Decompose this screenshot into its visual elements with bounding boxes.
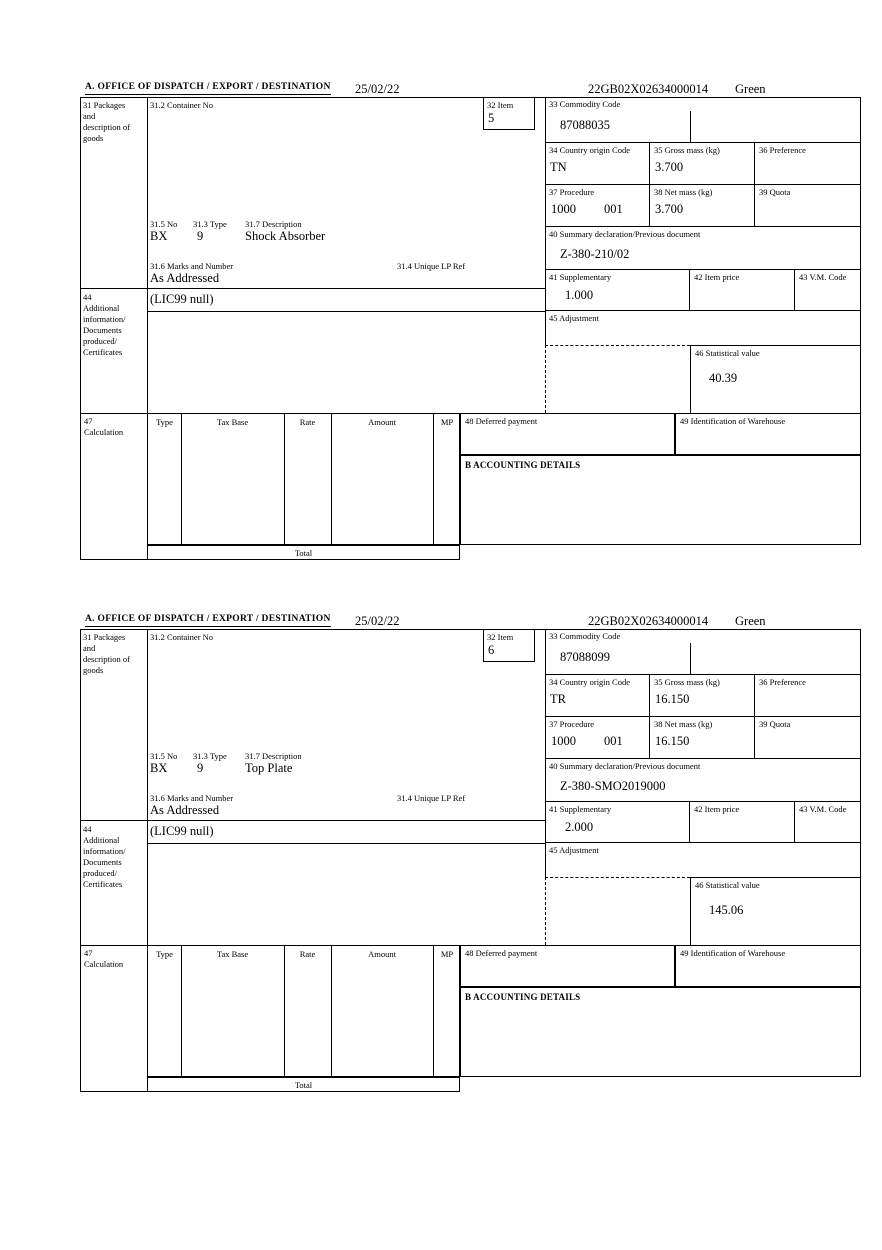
box36-preference <box>755 143 861 185</box>
tax-col-divider-line <box>331 414 332 544</box>
tax-col-divider-line <box>284 414 285 544</box>
box31-packages-label: 31 Packages and description of goods <box>83 632 130 676</box>
gross-mass-value: 3.700 <box>655 160 684 174</box>
box317-description-label: 31.7 Description <box>245 219 302 229</box>
box42-item-price <box>690 270 795 311</box>
package-kind-value: BX <box>150 229 168 243</box>
declaration-reference: 22GB02X02634000014 <box>588 614 709 628</box>
box45-label: 45 Adjustment <box>549 845 599 855</box>
net-mass-value: 16.150 <box>655 734 690 748</box>
tax-total-row: Total <box>147 545 460 560</box>
box43-label: 43 V.M. Code <box>799 804 847 814</box>
previous-document-value: Z-380-210/02 <box>560 247 630 261</box>
tax-col-divider-line <box>181 414 182 544</box>
procedure-code2-value: 001 <box>604 734 623 748</box>
box46-dashed-vertical-line <box>545 345 546 413</box>
box42-label: 42 Item price <box>694 272 740 282</box>
box45-adjustment <box>545 843 861 877</box>
net-mass-value: 3.700 <box>655 202 684 216</box>
box46-dashed-vertical-line <box>545 877 546 945</box>
box36-label: 36 Preference <box>759 677 806 687</box>
tax-col-rate-header: Rate <box>299 417 316 427</box>
box35-gross-mass <box>650 143 755 185</box>
box49-label: 49 Identification of Warehouse <box>680 948 786 958</box>
box45-adjustment <box>545 311 861 345</box>
declaration-item-section <box>80 82 861 561</box>
box40-label: 40 Summary declaration/Previous document <box>549 229 701 239</box>
box40-previous-document <box>545 227 861 270</box>
box46-dashed-horizontal-line <box>545 877 690 878</box>
marks-value: As Addressed <box>150 803 220 817</box>
box315-no-label: 31.5 No <box>150 219 178 229</box>
box39-quota <box>755 185 861 227</box>
box35-gross-mass <box>650 675 755 717</box>
box47-label: Calculation <box>84 427 124 437</box>
tax-col-amount-header: Amount <box>368 417 396 427</box>
commodity-code-value: 87088035 <box>560 118 610 132</box>
additional-info-value: (LIC99 null) <box>150 292 214 306</box>
box37-label: 37 Procedure <box>549 187 595 197</box>
box49-warehouse <box>675 945 861 987</box>
box32-item <box>483 97 535 130</box>
routing-status: Green <box>735 82 766 96</box>
package-type-value: 9 <box>197 229 204 243</box>
box37-label: 37 Procedure <box>549 719 595 729</box>
office-of-dispatch-label: A. OFFICE OF DISPATCH / EXPORT / DESTINATION <box>85 614 331 627</box>
box42-item-price <box>690 802 795 843</box>
goods-description-value: Top Plate <box>245 761 293 775</box>
commodity-code-value: 87088099 <box>560 650 610 664</box>
box44-top-divider-line <box>80 820 545 821</box>
box32-item-label: 32 Item <box>487 632 514 642</box>
box32-item-label: 32 Item <box>487 100 514 110</box>
box34-label: 34 Country origin Code <box>549 145 630 155</box>
declaration-item-section <box>80 614 861 1093</box>
tax-calculation-table <box>147 945 460 1077</box>
box34-label: 34 Country origin Code <box>549 677 630 687</box>
box39-label: 39 Quota <box>759 187 791 197</box>
box45-label: 45 Adjustment <box>549 313 599 323</box>
accounting-details-box <box>460 455 861 545</box>
country-origin-value: TN <box>550 160 567 174</box>
item-number-value: 5 <box>488 111 495 125</box>
sad-form-grid <box>80 629 861 1093</box>
box46-label: 46 Statistical value <box>695 348 760 358</box>
dispatch-date: 25/02/22 <box>355 82 400 96</box>
statistical-value: 40.39 <box>709 371 738 385</box>
box36-preference <box>755 675 861 717</box>
tax-col-divider-line <box>433 414 434 544</box>
package-kind-value: BX <box>150 761 168 775</box>
box43-label: 43 V.M. Code <box>799 272 847 282</box>
box31-packages-label: 31 Packages and description of goods <box>83 100 130 144</box>
tax-col-taxbase-header: Tax Base <box>216 417 249 427</box>
box47-number-label: 47 <box>84 948 93 958</box>
box48-label: 48 Deferred payment <box>465 416 538 426</box>
office-of-dispatch-label: A. OFFICE OF DISPATCH / EXPORT / DESTINATION <box>85 82 331 95</box>
routing-status: Green <box>735 614 766 628</box>
tax-col-mp-header: MP <box>440 417 454 427</box>
box38-net-mass <box>650 185 755 227</box>
box48-deferred-payment <box>460 413 675 455</box>
box313-type-label: 31.3 Type <box>193 751 227 761</box>
box40-previous-document <box>545 759 861 802</box>
box38-net-mass <box>650 717 755 759</box>
additional-info-underline <box>147 311 545 312</box>
supplementary-units-value: 2.000 <box>565 820 594 834</box>
statistical-value: 145.06 <box>709 903 744 917</box>
box314-lp-ref-label: 31.4 Unique LP Ref <box>397 261 466 271</box>
procedure-code2-value: 001 <box>604 202 623 216</box>
box36-label: 36 Preference <box>759 145 806 155</box>
box44-number-label: 44 <box>83 824 92 834</box>
tax-col-divider-line <box>284 946 285 1076</box>
box34-country-origin <box>545 143 650 185</box>
box44-additional-info-label: Additional information/ Documents produced/ Certificates <box>83 303 126 358</box>
box47-label: Calculation <box>84 959 124 969</box>
box42-label: 42 Item price <box>694 804 740 814</box>
box35-label: 35 Gross mass (kg) <box>654 677 720 687</box>
supplementary-units-value: 1.000 <box>565 288 594 302</box>
box48-deferred-payment <box>460 945 675 987</box>
box39-label: 39 Quota <box>759 719 791 729</box>
accounting-details-box <box>460 987 861 1077</box>
additional-info-underline <box>147 843 545 844</box>
box38-label: 38 Net mass (kg) <box>654 719 713 729</box>
box49-label: 49 Identification of Warehouse <box>680 416 786 426</box>
procedure-code-value: 1000 <box>551 202 576 216</box>
tax-col-mp-header: MP <box>440 949 454 959</box>
additional-info-value: (LIC99 null) <box>150 824 214 838</box>
accounting-details-label: B ACCOUNTING DETAILS <box>465 992 581 1002</box>
tax-col-divider-line <box>433 946 434 1076</box>
tax-col-type-header: Type <box>156 417 173 427</box>
box47-calculation <box>80 945 147 1092</box>
box33-commodity-code <box>545 97 861 143</box>
box37-procedure <box>545 185 650 227</box>
box40-label: 40 Summary declaration/Previous document <box>549 761 701 771</box>
section-header <box>80 614 861 629</box>
procedure-code-value: 1000 <box>551 734 576 748</box>
item-number-value: 6 <box>488 643 495 657</box>
gross-mass-value: 16.150 <box>655 692 690 706</box>
box41-label: 41 Supplementary <box>549 804 612 814</box>
box34-country-origin <box>545 675 650 717</box>
box39-quota <box>755 717 861 759</box>
sad-form-grid <box>80 97 861 561</box>
box41-label: 41 Supplementary <box>549 272 612 282</box>
country-origin-value: TR <box>550 692 566 706</box>
box41-supplementary <box>545 270 690 311</box>
box33-label: 33 Commodity Code <box>549 631 621 641</box>
dispatch-date: 25/02/22 <box>355 614 400 628</box>
box47-calculation <box>80 413 147 560</box>
box35-label: 35 Gross mass (kg) <box>654 145 720 155</box>
tax-calculation-table <box>147 413 460 545</box>
box43-vm-code <box>795 270 861 311</box>
box33-subdivision-line <box>690 643 691 675</box>
box41-supplementary <box>545 802 690 843</box>
box313-type-label: 31.3 Type <box>193 219 227 229</box>
box44-top-divider-line <box>80 288 545 289</box>
box43-vm-code <box>795 802 861 843</box>
box49-warehouse <box>675 413 861 455</box>
box316-marks-label: 31.6 Marks and Number <box>150 261 234 271</box>
tax-col-divider-line <box>181 946 182 1076</box>
box33-commodity-code <box>545 629 861 675</box>
box38-label: 38 Net mass (kg) <box>654 187 713 197</box>
tax-col-taxbase-header: Tax Base <box>216 949 249 959</box>
tax-col-type-header: Type <box>156 949 173 959</box>
declaration-reference: 22GB02X02634000014 <box>588 82 709 96</box>
section-header <box>80 82 861 97</box>
box46-dashed-horizontal-line <box>545 345 690 346</box>
box46-statistical-value <box>690 877 861 945</box>
tax-col-amount-header: Amount <box>368 949 396 959</box>
box46-statistical-value <box>690 345 861 413</box>
box312-container-label: 31.2 Container No <box>150 100 214 110</box>
tax-col-rate-header: Rate <box>299 949 316 959</box>
box312-container-label: 31.2 Container No <box>150 632 214 642</box>
box316-marks-label: 31.6 Marks and Number <box>150 793 234 803</box>
previous-document-value: Z-380-SMO2019000 <box>560 779 666 793</box>
box46-label: 46 Statistical value <box>695 880 760 890</box>
box33-label: 33 Commodity Code <box>549 99 621 109</box>
box44-additional-info-label: Additional information/ Documents produced/ Certificates <box>83 835 126 890</box>
box317-description-label: 31.7 Description <box>245 751 302 761</box>
marks-value: As Addressed <box>150 271 220 285</box>
box48-label: 48 Deferred payment <box>465 948 538 958</box>
box32-item <box>483 629 535 662</box>
box33-subdivision-line <box>690 111 691 143</box>
tax-total-row: Total <box>147 1077 460 1092</box>
tax-col-divider-line <box>331 946 332 1076</box>
package-type-value: 9 <box>197 761 204 775</box>
box37-procedure <box>545 717 650 759</box>
box315-no-label: 31.5 No <box>150 751 178 761</box>
goods-description-value: Shock Absorber <box>245 229 326 243</box>
box47-number-label: 47 <box>84 416 93 426</box>
accounting-details-label: B ACCOUNTING DETAILS <box>465 460 581 470</box>
box314-lp-ref-label: 31.4 Unique LP Ref <box>397 793 466 803</box>
box44-number-label: 44 <box>83 292 92 302</box>
